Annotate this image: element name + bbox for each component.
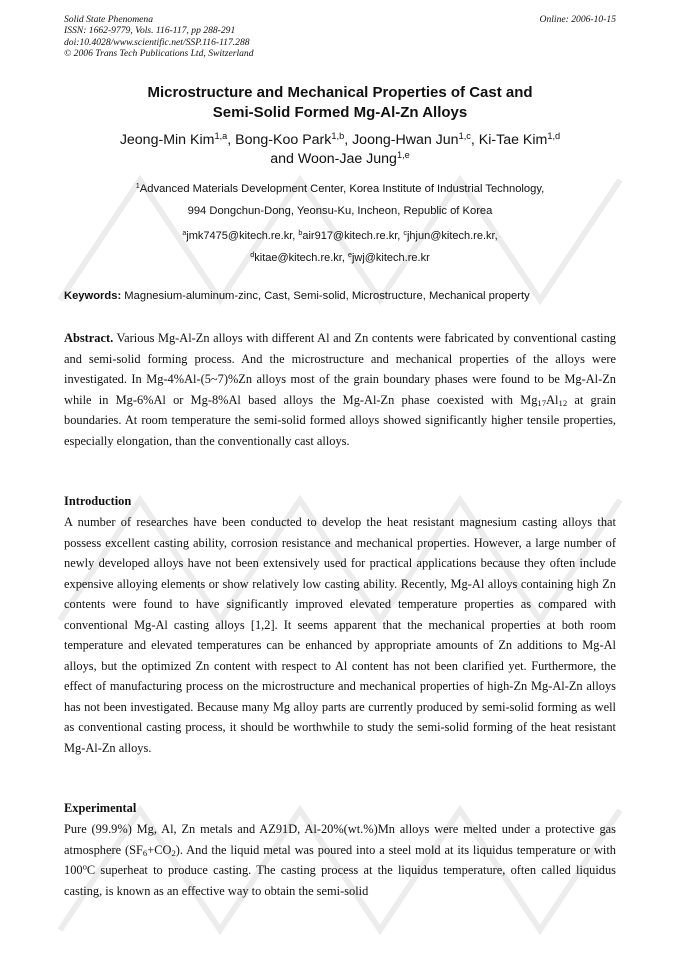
email-mark: a xyxy=(182,229,187,238)
journal-header xyxy=(64,14,616,60)
author-name: Jeong-Min Kim xyxy=(119,132,215,148)
subscript: 2 xyxy=(171,847,176,858)
abstract xyxy=(64,328,616,451)
author-affil-mark: 1,e xyxy=(396,149,410,160)
affiliation-line-1: Advanced Materials Development Center, Korea Institute of Industrial Technology, xyxy=(139,183,545,195)
email-mark: d xyxy=(250,251,255,260)
title-line-2: Semi-Solid Formed Mg-Al-Zn Alloys xyxy=(212,104,468,121)
email-link[interactable]: jmk7475@kitech.re.kr, xyxy=(186,230,299,242)
email-link[interactable]: air917@kitech.re.kr, xyxy=(302,230,404,242)
email-mark: c xyxy=(403,229,407,238)
subscript: 6 xyxy=(142,847,148,858)
email-link[interactable]: jhjun@kitech.re.kr, xyxy=(406,230,498,242)
superscript: o xyxy=(82,861,87,872)
author-name: , Ki-Tae Kim xyxy=(470,132,548,148)
subscript: 17 xyxy=(537,397,547,408)
author-name: , Bong-Koo Park xyxy=(227,132,332,148)
paper-title xyxy=(64,83,616,123)
experimental-text-part: Pure (99.9%) Mg, Al, Zn metals and AZ91D, Al-20%(wt.%)Mn alloys were melted under a protective gas atmosphere (SF xyxy=(64,822,616,857)
author-list xyxy=(64,131,616,169)
experimental-text xyxy=(64,819,616,901)
affiliation-mark: 1 xyxy=(135,181,140,190)
author-name: and Woon-Jae Jung xyxy=(270,151,397,167)
copyright-line: © 2006 Trans Tech Publications Ltd, Switzerland xyxy=(64,48,254,60)
online-date: Online: 2006-10-15 xyxy=(539,14,616,25)
introduction-text: A number of researches have been conducted to develop the heat resistant magnesium casting alloys that possess excellent casting ability, corrosion resistance and mechanical properties. However, a large number of newly developed alloys have not been extensively used for practical applications because they often include expensive alloying elements or show relatively low casting ability. Recently, Mg-Al alloys containing high Zn contents were found to have significantly improved elevated temperature properties as compared with conventional Mg-Al casting alloys [1,2]. It seems apparent that the mechanical properties at both room temperature and elevated temperatures can be enhanced by appropriate amounts of Zn additions to Mg-Al alloys, but the optimized Zn content with respect to Al content has not been clarified yet. Furthermore, the effect of manufacturing process on the microstructure and mechanical properties of high-Zn Mg-Al-Zn alloys has not been investigated. Because many Mg alloy parts are currently produced by semi-solid forming as well as conventional casting process, it should be worthwhile to study the semi-solid forming of the heat resistant Mg-Al-Zn alloys. xyxy=(64,515,616,755)
abstract-text: Various Mg-Al-Zn alloys with different Al and Zn contents were fabricated by conventional casting and semi-solid forming process. And the microstructure and mechanical properties of the alloys were investigated. In Mg-4%Al-(5~7)%Zn alloys most of the grain boundary phases were found to be Mg-Al-Zn while in Mg-6%Al or Mg-8%Al based alloys the Mg-Al-Zn phase coexisted with Mg xyxy=(64,331,616,407)
affiliation-line-2: 994 Dongchun-Dong, Yeonsu-Ku, Incheon, Republic of Korea xyxy=(187,205,493,217)
author-emails xyxy=(64,225,616,269)
experimental-text-part: +CO xyxy=(147,842,172,857)
email-mark: b xyxy=(298,229,303,238)
abstract-text: Al xyxy=(546,392,559,407)
abstract-label: Abstract. xyxy=(64,331,114,345)
section-heading-introduction: Introduction xyxy=(64,494,132,508)
email-link[interactable]: kitae@kitech.re.kr, xyxy=(254,252,348,264)
experimental-text-part: ). And the liquid metal was poured into a steel mold at its liquidus temperature or with 100 xyxy=(64,842,616,877)
author-affil-mark: 1,b xyxy=(331,130,345,141)
author-affil-mark: 1,a xyxy=(214,130,228,141)
journal-name: Solid State Phenomena xyxy=(64,14,153,25)
author-affil-mark: 1,d xyxy=(547,130,561,141)
author-name: , Joong-Hwan Jun xyxy=(344,132,459,148)
issn-line: ISSN: 1662-9779, Vols. 116-117, pp 288-291 xyxy=(64,25,236,37)
author-affil-mark: 1,c xyxy=(458,130,471,141)
subscript: 12 xyxy=(558,397,568,408)
title-line-1: Microstructure and Mechanical Properties of Cast and xyxy=(147,84,533,101)
doi-line: doi:10.4028/www.scientific.net/SSP.116-117.288 xyxy=(64,36,250,48)
email-link[interactable]: jwj@kitech.re.kr xyxy=(351,252,430,264)
keywords-label: Keywords: xyxy=(64,290,122,302)
email-mark: e xyxy=(347,251,352,260)
affiliation xyxy=(64,178,616,222)
keywords xyxy=(64,288,616,304)
experimental-text-part: C superheat to produce casting. The casting process at the liquidus temperature, often called liquidus casting, is known as an effective way to obtain the semi-solid xyxy=(64,863,616,898)
abstract-text: at grain boundaries. At room temperature the semi-solid formed alloys showed significantly higher tensile properties, especially elongation, than the conventionally cast alloys. xyxy=(64,392,616,448)
section-heading-experimental: Experimental xyxy=(64,801,137,815)
keywords-text: Magnesium-aluminum-zinc, Cast, Semi-solid, Microstructure, Mechanical property xyxy=(121,290,530,302)
